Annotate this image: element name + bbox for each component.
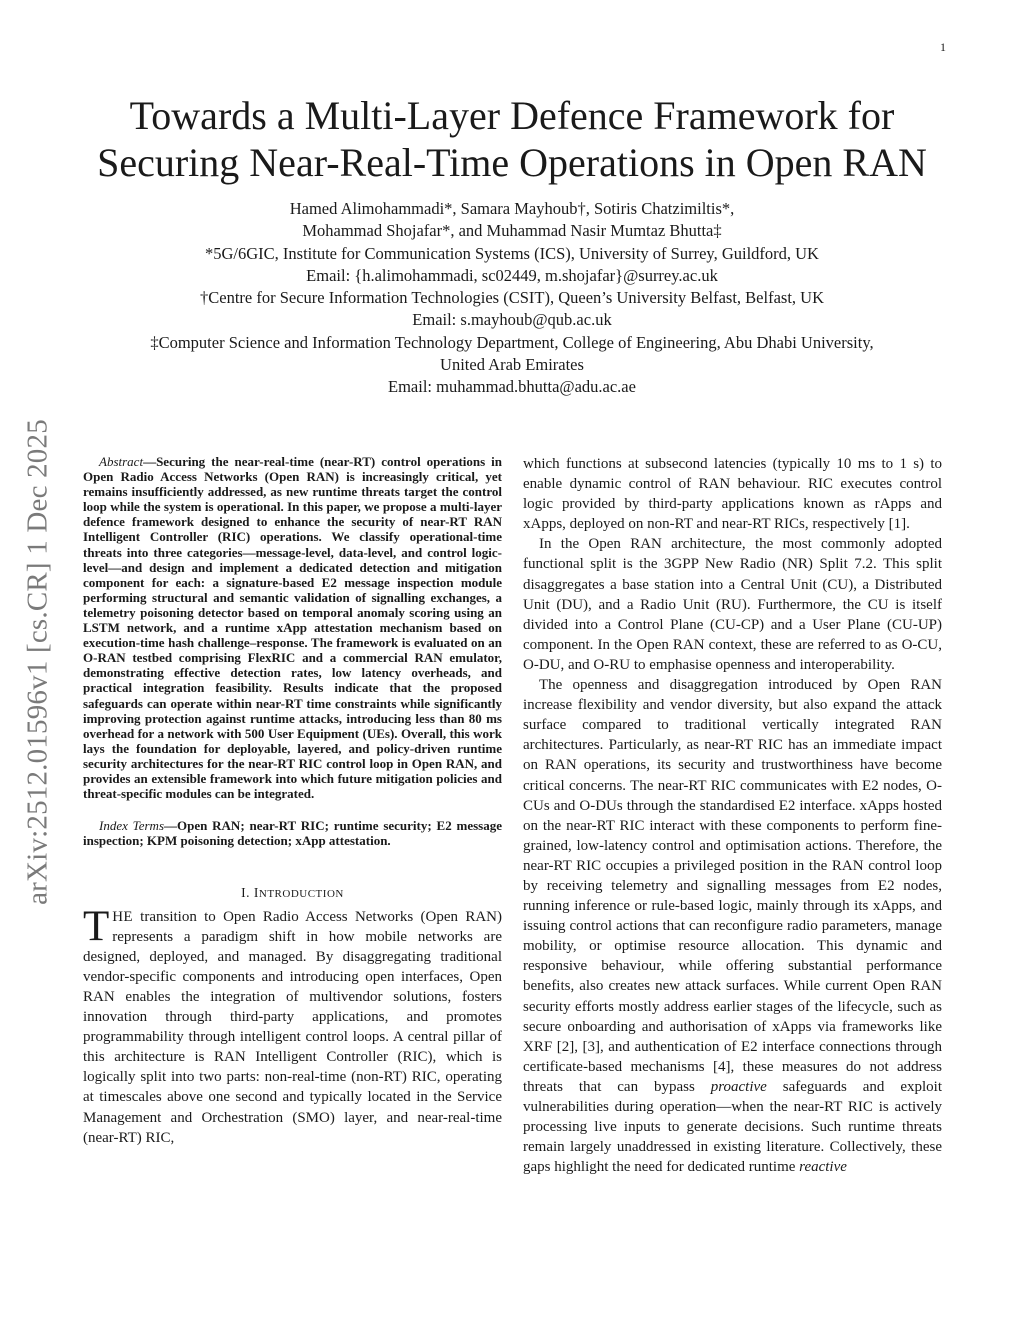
intro-small-caps: HE	[112, 908, 133, 925]
title-line-2: Securing Near-Real-Time Operations in Open RAN	[97, 140, 927, 185]
index-terms	[83, 818, 502, 848]
paper-title	[60, 92, 964, 186]
author-block	[80, 198, 944, 399]
left-column	[83, 454, 502, 1148]
author-names-line-1: Hamed Alimohammadi*, Samara Mayhoub†, Sotiris Chatzimiltis*,	[289, 199, 735, 218]
emphasis-proactive: proactive	[710, 1078, 767, 1095]
page-number: 1	[940, 40, 946, 54]
paragraph-openness	[523, 675, 942, 1177]
affiliation-3: ‡Computer Science and Information Technology Department, College of Engineering, Abu Dhabi University,	[150, 332, 874, 352]
paragraph-functional-split: In the Open RAN architecture, the most commonly adopted functional split is the 3GPP New Radio (NR) Split 7.2. This split disaggregates a base station into a Central Unit (CU), a Distributed Unit (DU), and a Radio Unit (RU). Furthermore, the CU is itself divided into a Control Plane (CU-CP) and a User Plane (CU-UP) component. In the Open RAN context, these are referred to as O-CU, O-DU, and O-RU to emphasise openness and interoperability.	[523, 536, 942, 673]
arxiv-side-stamp: arXiv:2512.01596v1 [cs.CR] 1 Dec 2025	[21, 419, 54, 905]
abstract	[83, 454, 502, 801]
index-terms-text: —Open RAN; near-RT RIC; runtime security; E2 message inspection; KPM poisoning detection; xApp attestation.	[83, 818, 502, 849]
email-1: Email: {h.alimohammadi, sc02449, m.shojafar}@surrey.ac.uk	[306, 265, 718, 285]
section-title-rest: NTRODUCTION	[258, 887, 344, 900]
abstract-label: Abstract	[99, 454, 144, 469]
section-heading-introduction	[83, 885, 502, 901]
title-line-1: Towards a Multi-Layer Defence Framework for	[129, 93, 895, 138]
intro-text: transition to Open Radio Access Networks (Open RAN) represents a paradigm shift in how mobile networks are designed, deployed, and managed. By disaggregating traditional vendor-specific components and introducing open interfaces, Open RAN enables the integration of multivendor solutions, fosters innovation through third-party applications, and promotes programmability through intelligent control loops. A central pillar of this architecture is RAN Intelligent Controller (RIC), which is logically split into two parts: non-real-time (non-RT) RIC, operating at timescales above one second and typically located in the Service Management and Orchestration (SMO) layer, and near-real-time (near-RT) RIC,	[83, 908, 502, 1146]
abstract-text: —Securing the near-real-time (near-RT) control operations in Open Radio Access Networks (Open RAN) is increasingly critical, yet remains insufficiently addressed, as new runtime threats target the control loop while the system is operational. In this paper, we propose a multi-layer defence framework designed to enhance the security of near-RT RAN Intelligent Controller (RIC) operations. We classify operational-time threats into three categories—message-level, data-level, and control logic-level—and design and implement a dedicated detection and mitigation component for each: a signature-based E2 message inspection module performing structural and semantic validation of signalling exchanges, a telemetry poisoning detector based on temporal anomaly scoring using an LSTM network, and a runtime xApp attestation mechanism based on execution-time hash challenge–response. The framework is evaluated on an O-RAN testbed comprising FlexRIC and a commercial RAN emulator, demonstrating effective detection rates, low latency overheads, and practical integration feasibility. Results indicate that the proposed safeguards can operate within near-RT time constraints while significantly improving protection against runtime attacks, introducing less than 80 ms overhead for a network with 500 User Equipment (UEs). Overall, this work lays the foundation for deployable, layered, and policy-driven runtime security architectures for the near-RT RIC control loop in Open RAN, and provides an extensible framework into which future mitigation policies and threat-specific modules can be integrated.	[83, 454, 502, 802]
paragraph-openness-text-a: The openness and disaggregation introduced by Open RAN increase flexibility and vendor diversity, but also expand the attack surface compared to traditional vertically integrated RAN architectures. Particularly, as near-RT RIC has an immediate impact on RAN operations, its security and trustworthiness have become critical concerns. The near-RT RIC communicates with E2 nodes, O-CUs and O-DUs through the standardised E2 interface. xApps hosted on the near-RT RIC interact with these components to perform fine-grained, low-latency control and optimisation actions. Therefore, the near-RT RIC occupies a privileged position in the RAN control loop by receiving telemetry and signalling messages from E2 nodes, running inference or rule-based logic, mainly through its xApps, and issuing control actions that can reconfigure radio parameters, manage mobility, or optimise resource allocation. This dynamic and responsive behaviour, while offering substantial performance benefits, also creates new attack surfaces. While current Open RAN security efforts mostly address earlier stages of the lifecycle, such as secure onboarding and authorisation of xApps via frameworks like XRF [2], [3], and authentication of E2 interface connections through certificate-based mechanisms [4], these measures do not address threats that can bypass	[523, 677, 942, 1095]
section-numeral: I.	[241, 884, 254, 900]
affiliation-1: *5G/6GIC, Institute for Communication Systems (ICS), University of Surrey, Guildford, UK	[205, 243, 819, 263]
author-names-line-2: Mohammad Shojafar*, and Muhammad Nasir Mumtaz Bhutta‡	[302, 221, 722, 241]
drop-cap: T	[83, 902, 110, 950]
intro-paragraph	[83, 902, 502, 1148]
affiliation-3-country: United Arab Emirates	[440, 355, 584, 375]
affiliation-2: †Centre for Secure Information Technologies (CSIT), Queen’s University Belfast, Belfast, UK	[199, 288, 824, 308]
paragraph-openness-text-b: safeguards and exploit vulnerabilities during operation—when the near-RT RIC is actively processing live inputs to generate decisions. Such runtime threats remain largely unaddressed in existing literature. Collectively, these gaps highlight the need for dedicated runtime	[523, 1078, 942, 1176]
email-2: Email: s.mayhoub@qub.ac.uk	[412, 310, 612, 330]
index-terms-label: Index Terms	[99, 818, 164, 834]
right-column	[523, 454, 942, 1177]
paragraph-continued: which functions at subsecond latencies (typically 10 ms to 1 s) to enable dynamic control of RAN behaviour. RIC executes control logic provided by third-party applications known as rApps and xApps, deployed on non-RT and near-RT RICs, respectively [1].	[523, 456, 942, 533]
email-3: Email: muhammad.bhutta@adu.ac.ae	[388, 377, 636, 397]
section-title-initial: I	[253, 884, 259, 900]
emphasis-reactive: reactive	[799, 1159, 847, 1176]
